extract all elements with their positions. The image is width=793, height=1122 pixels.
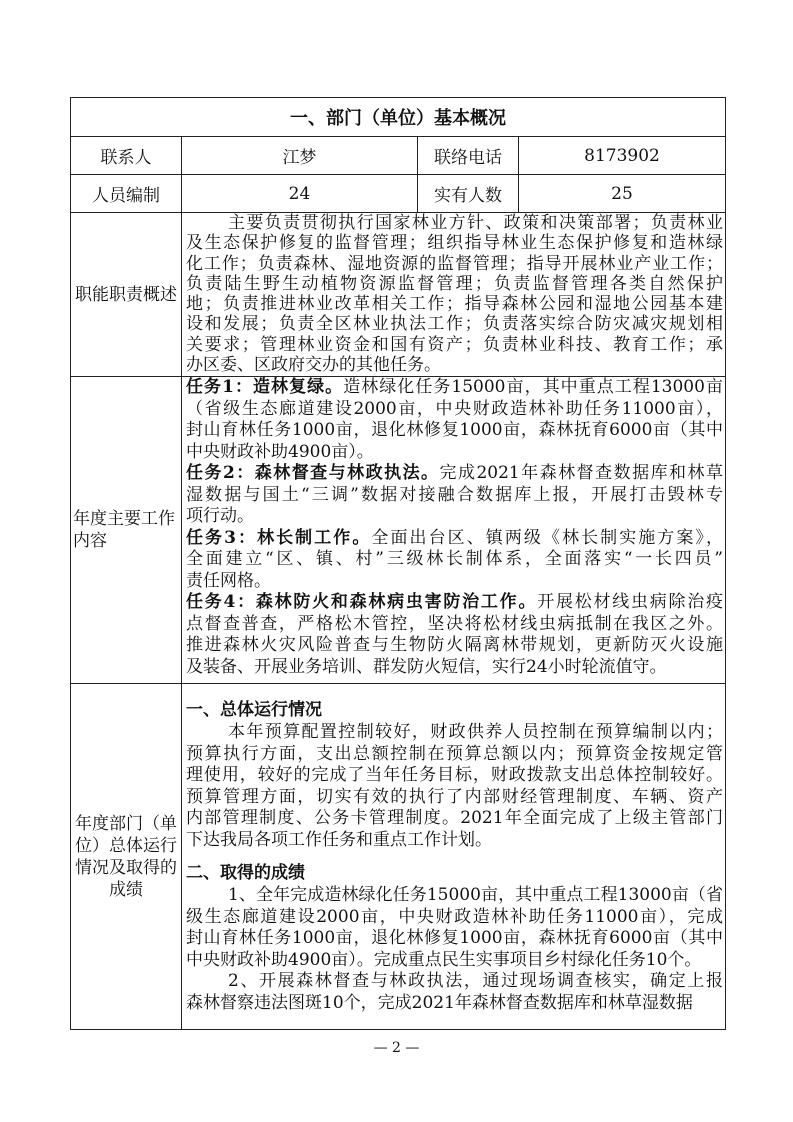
duties-text [182,213,726,377]
text-line: 办区委、区政府交办的其他任务。 [186,355,441,376]
text-line: 设和发展；负责全区林业执法工作；负责落实综合防灾减灾规划相 [186,314,723,335]
task-item [186,377,723,399]
text-line: 负责陆生野生动植物资源监督管理；负责监督管理各类自然保护 [186,273,723,294]
section1-heading: 一、总体运行情况 [186,700,322,720]
text-line: 点督查普查，严格松木管控，坚决将松材线虫病抵制在我区之外。 [186,613,723,634]
contact-value: 江梦 [182,137,418,175]
actual-staff-label: 实有人数 [418,175,519,213]
text-line: 2、开展森林督查与林政执法，通过现场调查核实，确定上报 [228,971,723,991]
text-line: 责任网格。 [186,570,271,591]
text-line: 级生态廊道建设2000亩，中央财政造林补助任务11000亩），完成 [186,906,723,927]
text-line: 地；负责推进林业改革相关工作；指导森林公园和湿地公园基本建 [186,294,723,315]
performance-text [182,684,726,1030]
table-title: 一、部门（单位）基本概况 [71,98,726,137]
task-title: 任务2：森林督查与林政执法。 [186,463,440,483]
phone-value: 8173902 [519,137,726,175]
text-line: 预算执行方面，支出总额控制在预算总额以内；预算资金按规定管 [186,743,723,764]
text-line: 中央财政补助4900亩）。 [186,441,374,462]
text-line: 项行动。 [186,506,254,526]
text-line: 封山育林任务1000亩，退化林修复1000亩，森林抚育6000亩（其中 [186,928,723,948]
task-text: 完成2021年森林督查数据库和林草 [439,463,723,483]
text-line: 推进森林火灾风险普查与生物防火隔离林带规划，更新防灭火设施 [186,635,723,655]
tasks-text [182,377,726,684]
performance-label: 年度部门（单位）总体运行情况及取得的成绩 [71,684,182,1030]
task-text: 造林绿化任务15000亩，其中重点工程13000亩 [343,377,723,397]
text-line: 下达我局各项工作任务和重点工作计划。 [186,829,492,850]
task-item [186,528,723,550]
text-line: 湿数据与国土“三调”数据对接融合数据库上报，开展打击毁林专 [186,484,723,505]
overview-table [70,97,726,1030]
task-title: 任务1：造林复绿。 [186,377,344,397]
task-title: 任务4：森林防火和森林病虫害防治工作。 [186,592,538,612]
actual-staff-value: 25 [519,175,726,213]
text-line: （省级生态廊道建设2000亩，中央财政造林补助任务11000亩）， [186,398,723,419]
task-item [186,592,723,614]
text-line: 内部管理制度、公务卡管理制度。2021年全面完成了上级主管部门 [186,808,723,828]
tasks-label: 年度主要工作内容 [71,377,182,684]
text-line: 预算管理方面，切实有效的执行了内部财经管理制度、车辆、资产 [186,786,723,807]
task-item [186,463,723,485]
text-line: 1、全年完成造林绿化任务15000亩，其中重点工程13000亩（省 [228,885,723,905]
text-line: 及生态保护修复的监督管理；组织指导林业生态保护修复和造林绿 [186,233,723,254]
text-line: 及装备、开展业务培训、群发防火短信，实行24小时轮流值守。 [186,656,667,677]
text-line: 主要负责贯彻执行国家林业方针、政策和决策部署；负责林业 [228,213,723,233]
task-text: 全面出台区、镇两级《林长制实施方案》， [371,527,723,548]
staff-quota-value: 24 [182,175,418,213]
text-line: 森林督察违法图斑10个，完成2021年森林督查数据库和林草湿数据 [186,992,693,1013]
staff-quota-label: 人员编制 [71,175,182,213]
text-line: 化工作；负责森林、湿地资源的监督管理；指导开展林业产业工作； [186,253,723,274]
text-line: 中央财政补助4900亩）。完成重点民生实事项目乡村绿化任务10个。 [186,949,702,970]
phone-label: 联络电话 [418,137,519,175]
text-line: 关要求；管理林业资金和国有资产；负责林业科技、教育工作；承 [186,334,723,355]
task-text: 开展松材线虫病除治疫 [537,592,723,612]
text-line: 本年预算配置控制较好，财政供养人员控制在预算编制以内； [228,722,723,742]
page-number: — 2 — [373,1040,420,1056]
text-line: 全面建立“区、镇、村”三级林长制体系，全面落实“一长四员” [186,549,723,569]
text-line: 理使用，较好的完成了当年任务目标，财政拨款支出总体控制较好。 [186,765,723,785]
section2-heading: 二、取得的成绩 [186,863,305,883]
text-line: 封山育林任务1000亩，退化林修复1000亩，森林抚育6000亩（其中 [186,420,723,440]
contact-label: 联系人 [71,137,182,175]
duties-label: 职能职责概述 [71,213,182,377]
task-title: 任务3：林长制工作。 [186,527,372,548]
